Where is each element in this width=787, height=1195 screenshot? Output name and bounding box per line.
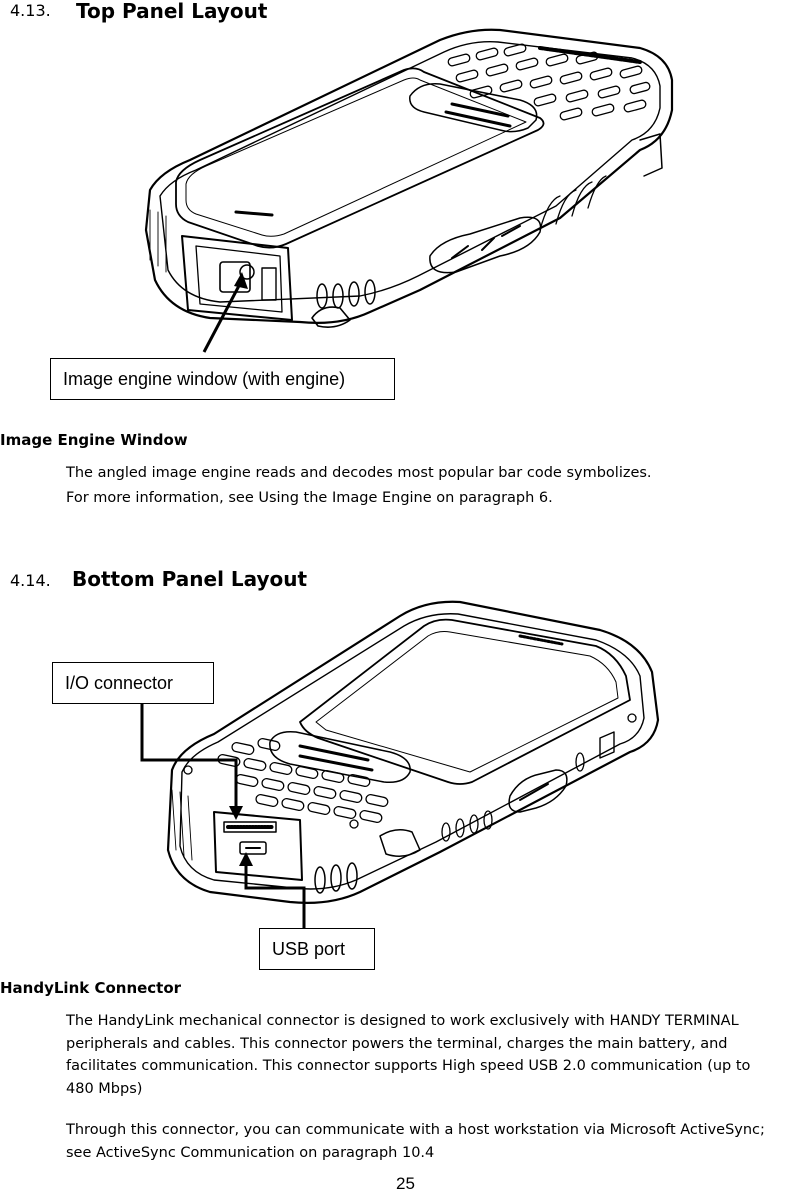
section-title: Top Panel Layout (76, 0, 268, 23)
paragraph: Through this connector, you can communicate with a host workstation via Microsoft ActiveSync; see ActiveSync Communication on paragraph 10.4 (66, 1122, 765, 1161)
callout-image-engine-window: Image engine window (with engine) (50, 358, 395, 400)
section-number: 4.14. (10, 571, 51, 590)
paragraph: The angled image engine reads and decodes most popular bar code symbolizes. (66, 465, 652, 481)
callout-io-connector: I/O connector (52, 662, 214, 704)
paragraph: For more information, see Using the Image Engine on paragraph 6. (66, 490, 553, 506)
paragraph: The HandyLink mechanical connector is designed to work exclusively with HANDY TERMINAL peripherals and cables. This connector powers the terminal, charges the main battery, and facilitates communication. This connector supports High speed USB 2.0 communication (up to 480 Mbps) (66, 1013, 751, 1097)
subheading-handylink-connector: HandyLink Connector (0, 979, 182, 997)
section-title: Bottom Panel Layout (72, 567, 308, 591)
section-number: 4.13. (10, 1, 51, 20)
callout-usb-port: USB port (259, 928, 375, 970)
page-number: 25 (396, 1174, 415, 1193)
subheading-image-engine-window: Image Engine Window (0, 431, 188, 449)
